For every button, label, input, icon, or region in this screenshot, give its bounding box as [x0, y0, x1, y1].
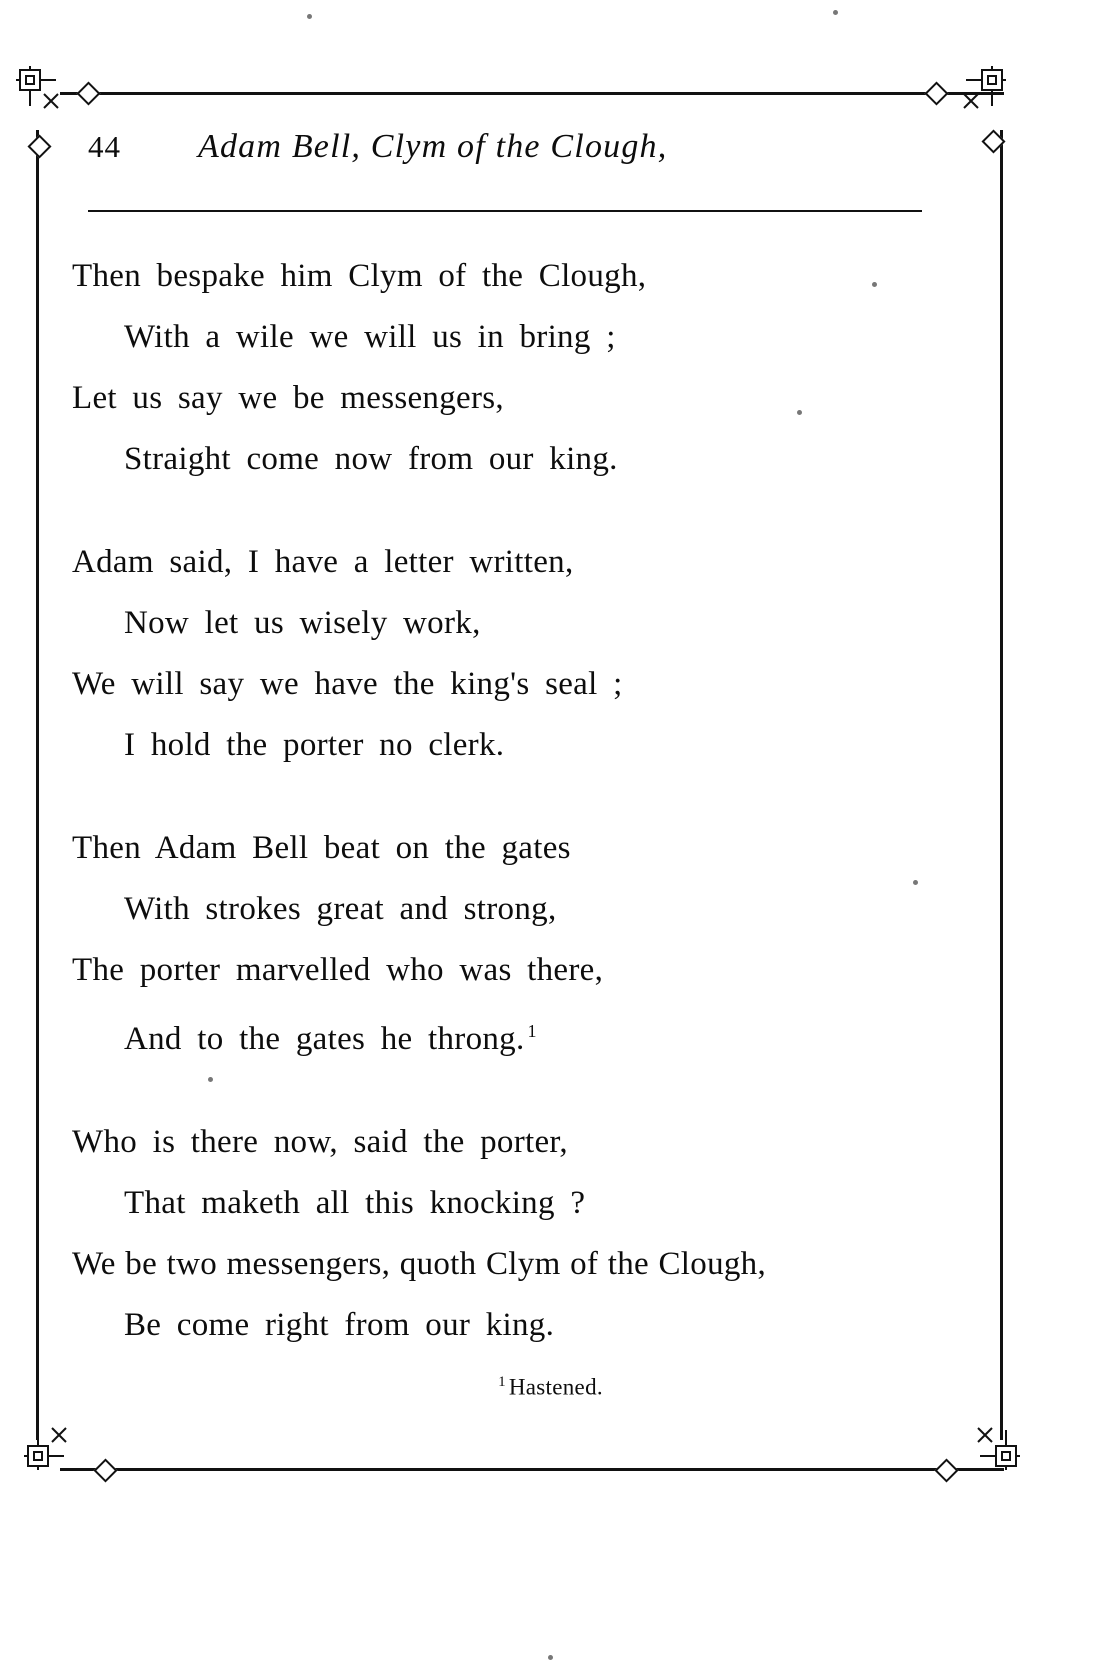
verse-line: With a wile we will us in bring ; [124, 319, 616, 355]
verse-line: Adam said, I have a letter written, [72, 544, 574, 580]
verse-line: The porter marvelled who was there, [72, 952, 604, 988]
verse-line-text: And to the gates he throng. [124, 1021, 525, 1057]
corner-ornament-icon [22, 1414, 80, 1472]
border-diamond-icon [93, 1458, 117, 1482]
corner-ornament-icon [14, 64, 72, 122]
scan-speck [548, 1655, 553, 1660]
verse-line: Now let us wisely work, [124, 605, 481, 641]
border-diamond-icon [924, 81, 948, 105]
stanza [72, 818, 992, 1070]
verse-line: I hold the porter no clerk. [124, 727, 505, 763]
scan-speck [208, 1077, 213, 1082]
verse-line: With strokes great and strong, [124, 891, 557, 927]
border-bottom-rule [60, 1468, 1004, 1471]
border-diamond-icon [76, 81, 100, 105]
verse-line: Straight come now from our king. [124, 441, 618, 477]
verse-line: We will say we have the king's seal ; [72, 666, 623, 702]
corner-ornament-icon [964, 1414, 1022, 1472]
scan-speck [833, 10, 838, 15]
border-diamond-icon [934, 1458, 958, 1482]
footnote-text: Hastened. [508, 1374, 603, 1400]
border-top-rule [60, 92, 1004, 95]
verse-line: Be come right from our king. [124, 1307, 555, 1343]
footnote-marker[interactable]: 1 [527, 1021, 537, 1041]
page-number: 44 [88, 129, 121, 164]
stanza [72, 532, 992, 776]
scan-speck [872, 282, 877, 287]
border-diamond-icon [27, 134, 51, 158]
running-title: Adam Bell, Clym of the Clough, [198, 128, 668, 165]
stanza [72, 246, 992, 490]
head-rule [88, 210, 922, 212]
scan-speck [913, 880, 918, 885]
verse-line: Who is there now, said the porter, [72, 1124, 568, 1160]
footnote [0, 1374, 1101, 1401]
border-left-rule [36, 130, 39, 1440]
verse-line: Then bespake him Clym of the Clough, [72, 258, 647, 294]
stanza [72, 1112, 992, 1356]
scan-speck [797, 410, 802, 415]
scan-speck [307, 14, 312, 19]
verse-line: Then Adam Bell beat on the gates [72, 830, 571, 866]
verse-line: Let us say we be messengers, [72, 380, 504, 416]
verse-line: We be two messengers, quoth Clym of the Clough, [72, 1246, 767, 1282]
corner-ornament-icon [950, 64, 1008, 122]
verse-line-with-footnote [72, 1001, 992, 1070]
poem-body [72, 246, 992, 1398]
verse-line: That maketh all this knocking ? [124, 1185, 586, 1221]
border-right-rule [1000, 130, 1003, 1440]
footnote-reference-number: 1 [498, 1374, 506, 1390]
running-head [88, 128, 928, 182]
